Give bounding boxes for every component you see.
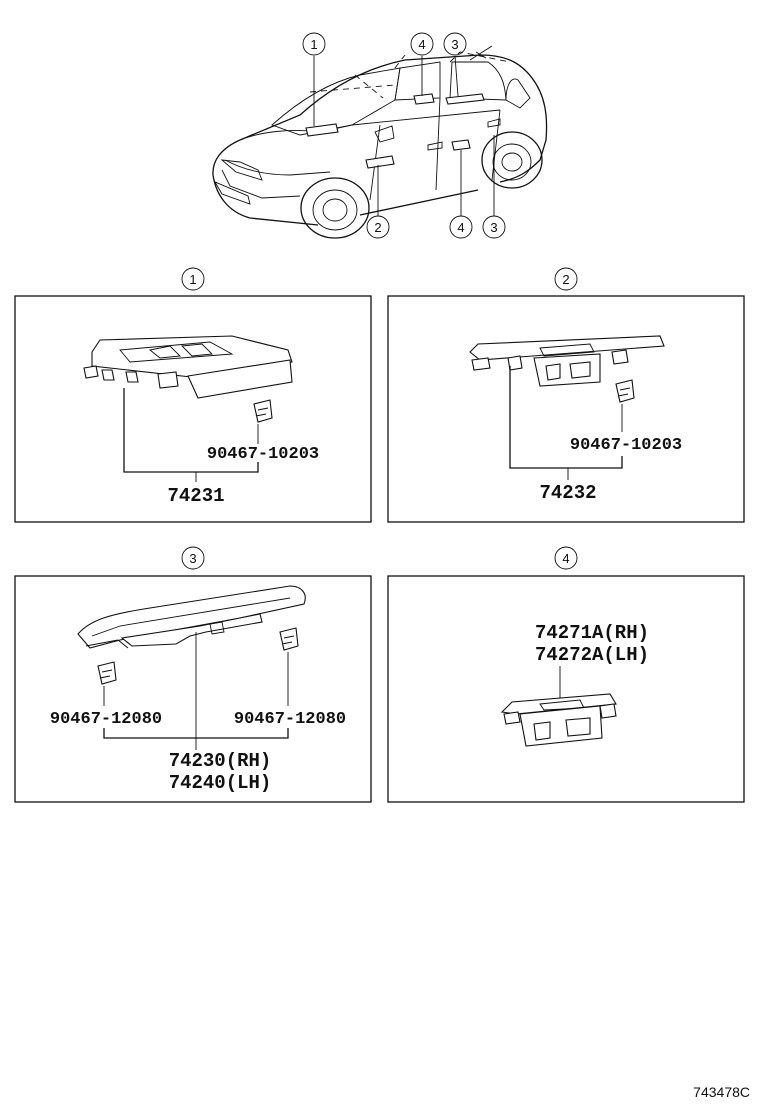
- panel-3-clip-left-part-number: 90467-12080: [49, 710, 163, 729]
- svg-text:4: 4: [457, 220, 465, 235]
- car-headlight: [222, 160, 262, 180]
- panel-3-clip-left-drawing: [98, 662, 116, 684]
- panel-1-clip-drawing: [254, 400, 272, 422]
- svg-text:3: 3: [451, 37, 459, 52]
- car-front-wheel: [313, 190, 357, 230]
- car-hood: [222, 125, 352, 198]
- panel-2-index: 2: [562, 272, 570, 287]
- callout-bottom-2: [367, 216, 389, 238]
- car-overview: [213, 33, 547, 238]
- panel-1: [15, 268, 371, 522]
- car-location-switch-2: [366, 156, 394, 168]
- panel-3-part-number-rh: 74230(RH): [168, 750, 272, 772]
- car-interior-dashed: [310, 52, 510, 98]
- panel-3-armrest-drawing: [78, 586, 305, 648]
- panel-1-index: 1: [189, 272, 197, 287]
- car-front-wheel-arch: [301, 178, 369, 238]
- panel-4-switch-base-drawing: [502, 694, 616, 746]
- svg-text:3: 3: [490, 220, 498, 235]
- panel-4-part-number-lh: 74272A(LH): [534, 644, 650, 666]
- panel-4-frame: [388, 576, 744, 802]
- panel-1-part-number: 74231: [167, 485, 225, 507]
- car-side-window-front: [395, 62, 440, 100]
- panel-2-switch-base-drawing: [470, 336, 664, 386]
- car-antenna: [470, 46, 492, 60]
- panel-4-part-number-rh: 74271A(RH): [534, 622, 650, 644]
- panel-3-clip-right-part-number: 90467-12080: [233, 710, 347, 729]
- callout-top-1: [303, 33, 325, 55]
- car-rear-wheel-hub: [502, 153, 522, 171]
- panel-3: [15, 547, 371, 802]
- panel-4: [388, 547, 744, 802]
- car-location-switch-3: [446, 94, 484, 104]
- callout-bottom-3: [483, 216, 505, 238]
- svg-text:2: 2: [374, 220, 382, 235]
- panel-2-clip-part-number: 90467-10203: [569, 436, 683, 455]
- car-rear-wheel: [493, 144, 531, 180]
- panel-3-index: 3: [189, 551, 197, 566]
- car-door-lines: [352, 98, 500, 200]
- panel-1-switch-base-drawing: [84, 336, 292, 398]
- car-door-handle-front: [428, 142, 442, 150]
- panel-2-part-number: 74232: [539, 482, 597, 504]
- panel-3-part-number-lh: 74240(LH): [168, 772, 272, 794]
- panel-1-clip-part-number: 90467-10203: [206, 445, 320, 464]
- car-rear-quarter-window: [506, 79, 530, 108]
- diagram-code: 743478C: [693, 1084, 750, 1100]
- callout-bottom-4: [450, 216, 472, 238]
- car-grille: [215, 182, 250, 204]
- car-location-switch-4b: [452, 140, 470, 150]
- callout-top-3: [444, 33, 466, 55]
- panel-4-index: 4: [562, 551, 570, 566]
- svg-text:4: 4: [418, 37, 426, 52]
- car-front-wheel-hub: [323, 199, 347, 221]
- car-location-switch-4: [414, 94, 434, 104]
- panel-3-clip-right-drawing: [280, 628, 298, 650]
- svg-text:1: 1: [310, 37, 318, 52]
- panel-2: [388, 268, 744, 522]
- callout-top-4: [411, 33, 433, 55]
- panel-2-clip-drawing: [616, 380, 634, 402]
- car-location-switch-1: [306, 124, 338, 136]
